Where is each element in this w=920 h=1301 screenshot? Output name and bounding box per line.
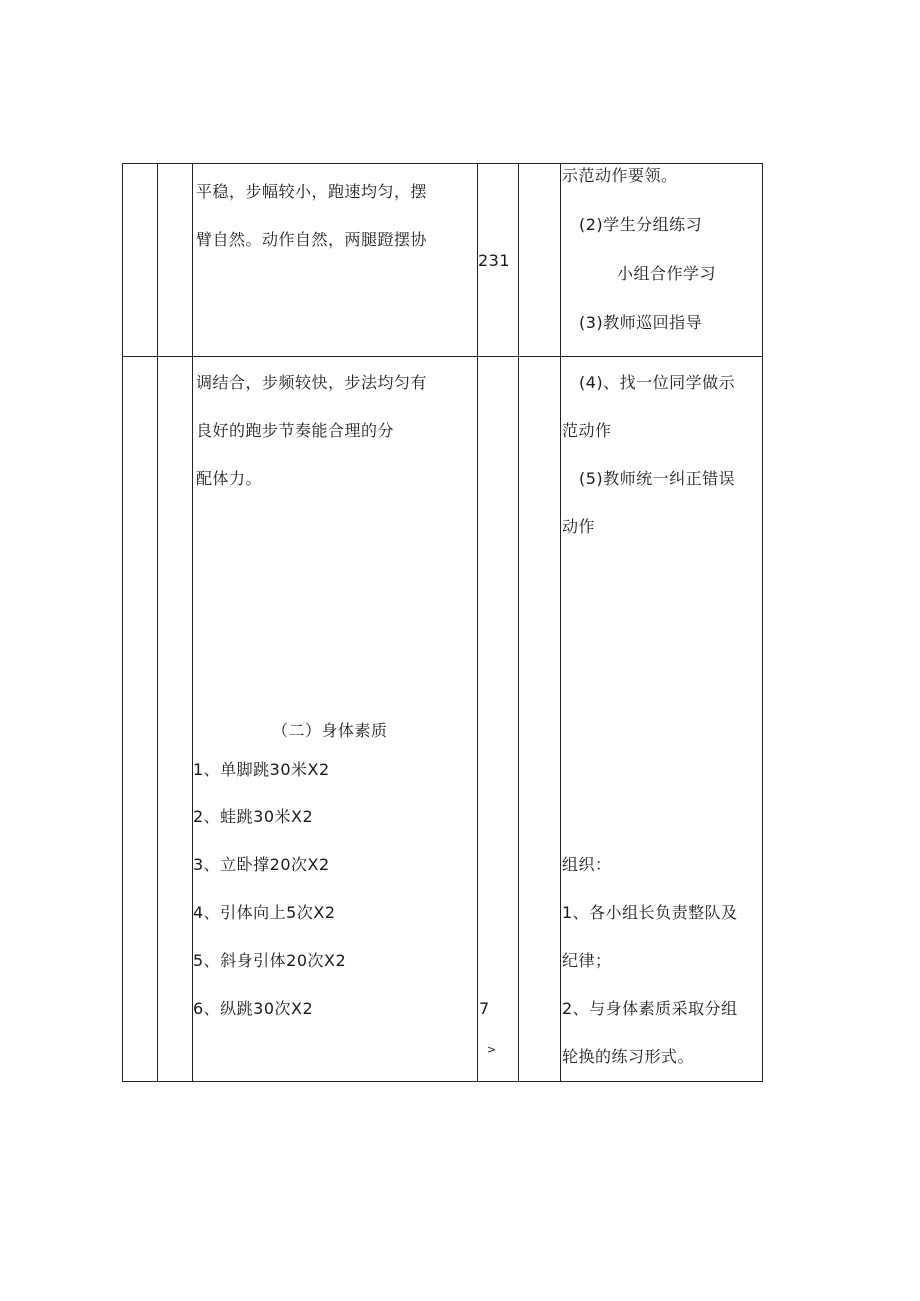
org-line-1: 组织： bbox=[562, 855, 612, 874]
row2-method-line-4: 动作 bbox=[562, 517, 596, 536]
column-divider-5 bbox=[560, 163, 561, 1082]
row-divider bbox=[122, 356, 763, 357]
fitness-section-title: （二）身体素质 bbox=[272, 721, 388, 740]
row1-method-line-1: 示范动作要领。 bbox=[562, 166, 678, 185]
fitness-item-1: 1、单脚跳30米X2 bbox=[193, 760, 330, 779]
fitness-item-5: 5、斜身引体20次X2 bbox=[193, 951, 347, 970]
table-border-bottom bbox=[122, 1081, 763, 1082]
row2-content-line-1: 调结合，步频较快，步法均匀有 bbox=[196, 373, 428, 392]
column-divider-1 bbox=[157, 163, 158, 1082]
column-divider-2 bbox=[192, 163, 193, 1082]
fitness-item-6: 6、纵跳30次X2 bbox=[193, 999, 314, 1018]
fitness-item-2: 2、蛙跳30米X2 bbox=[193, 807, 314, 826]
row2-method-line-3: (5)教师统一纠正错误 bbox=[579, 469, 736, 488]
row2-method-line-2: 范动作 bbox=[562, 421, 612, 440]
row2-method-line-1: (4)、找一位同学做示 bbox=[579, 373, 736, 392]
table-border-top bbox=[122, 163, 763, 164]
row2-time-a: 7 bbox=[479, 999, 490, 1018]
row1-time: 231 bbox=[478, 251, 511, 270]
org-line-4: 2、与身体素质采取分组 bbox=[562, 999, 738, 1018]
fitness-item-4: 4、引体向上5次X2 bbox=[193, 903, 336, 922]
row2-time-b: > bbox=[487, 1043, 497, 1056]
org-line-5: 轮换的练习形式。 bbox=[562, 1047, 695, 1066]
row1-method-line-3: 小组合作学习 bbox=[617, 264, 717, 283]
table-border-left bbox=[122, 163, 123, 1082]
row2-content-line-3: 配体力。 bbox=[196, 469, 263, 488]
row2-content-line-2: 良好的跑步节奏能合理的分 bbox=[196, 421, 395, 440]
column-divider-4 bbox=[518, 163, 519, 1082]
org-line-3: 纪律； bbox=[562, 951, 612, 970]
row1-content-line-2: 臂自然。动作自然，两腿蹬摆协 bbox=[196, 230, 428, 249]
row1-method-line-2: (2)学生分组练习 bbox=[579, 215, 703, 234]
row1-method-line-4: (3)教师巡回指导 bbox=[579, 313, 703, 332]
row1-content-line-1: 平稳，步幅较小，跑速均匀，摆 bbox=[196, 182, 428, 201]
table-border-right bbox=[762, 163, 763, 1082]
org-line-2: 1、各小组长负责整队及 bbox=[562, 903, 738, 922]
column-divider-3 bbox=[477, 163, 478, 1082]
fitness-item-3: 3、立卧撑20次X2 bbox=[193, 855, 330, 874]
